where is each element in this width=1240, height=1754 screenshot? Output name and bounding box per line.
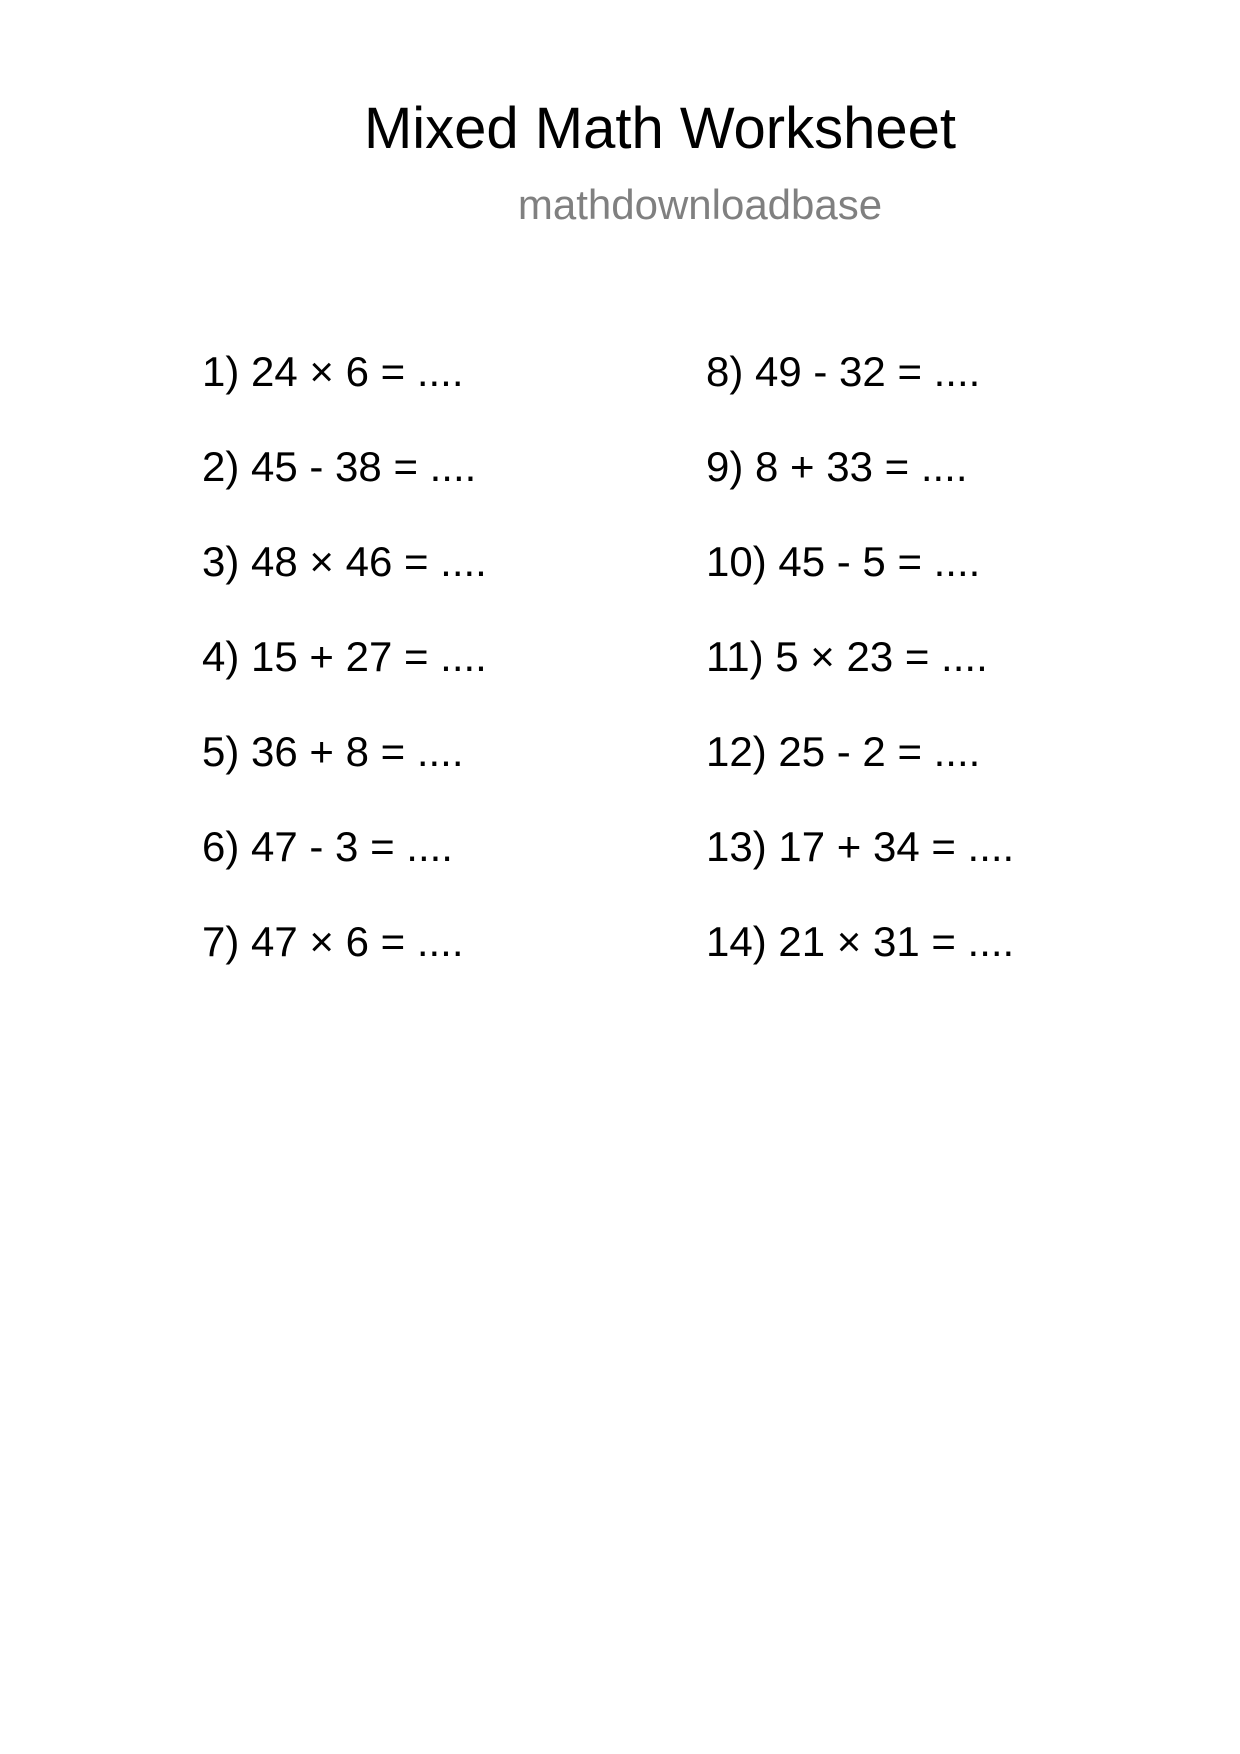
problem-12: 12) 25 - 2 = ....: [706, 728, 981, 775]
problem-11: 11) 5 × 23 = ....: [706, 633, 988, 680]
problem-9: 9) 8 + 33 = ....: [706, 443, 968, 490]
problem-3: 3) 48 × 46 = ....: [202, 538, 487, 585]
problem-7: 7) 47 × 6 = ....: [202, 918, 464, 965]
page-subtitle: mathdownloadbase: [517, 181, 883, 228]
problem-2: 2) 45 - 38 = ....: [202, 443, 477, 490]
page-title: Mixed Math Worksheet: [363, 96, 957, 161]
problem-10: 10) 45 - 5 = ....: [706, 538, 981, 585]
problem-6: 6) 47 - 3 = ....: [202, 823, 453, 870]
problem-8: 8) 49 - 32 = ....: [706, 348, 981, 395]
problem-5: 5) 36 + 8 = ....: [202, 728, 464, 775]
problems-right-column: [706, 347, 1014, 1012]
problems-left-column: [202, 347, 487, 1012]
problem-14: 14) 21 × 31 = ....: [706, 918, 1015, 965]
problem-13: 13) 17 + 34 = ....: [706, 823, 1015, 870]
problem-4: 4) 15 + 27 = ....: [202, 633, 487, 680]
problem-1: 1) 24 × 6 = ....: [202, 348, 464, 395]
